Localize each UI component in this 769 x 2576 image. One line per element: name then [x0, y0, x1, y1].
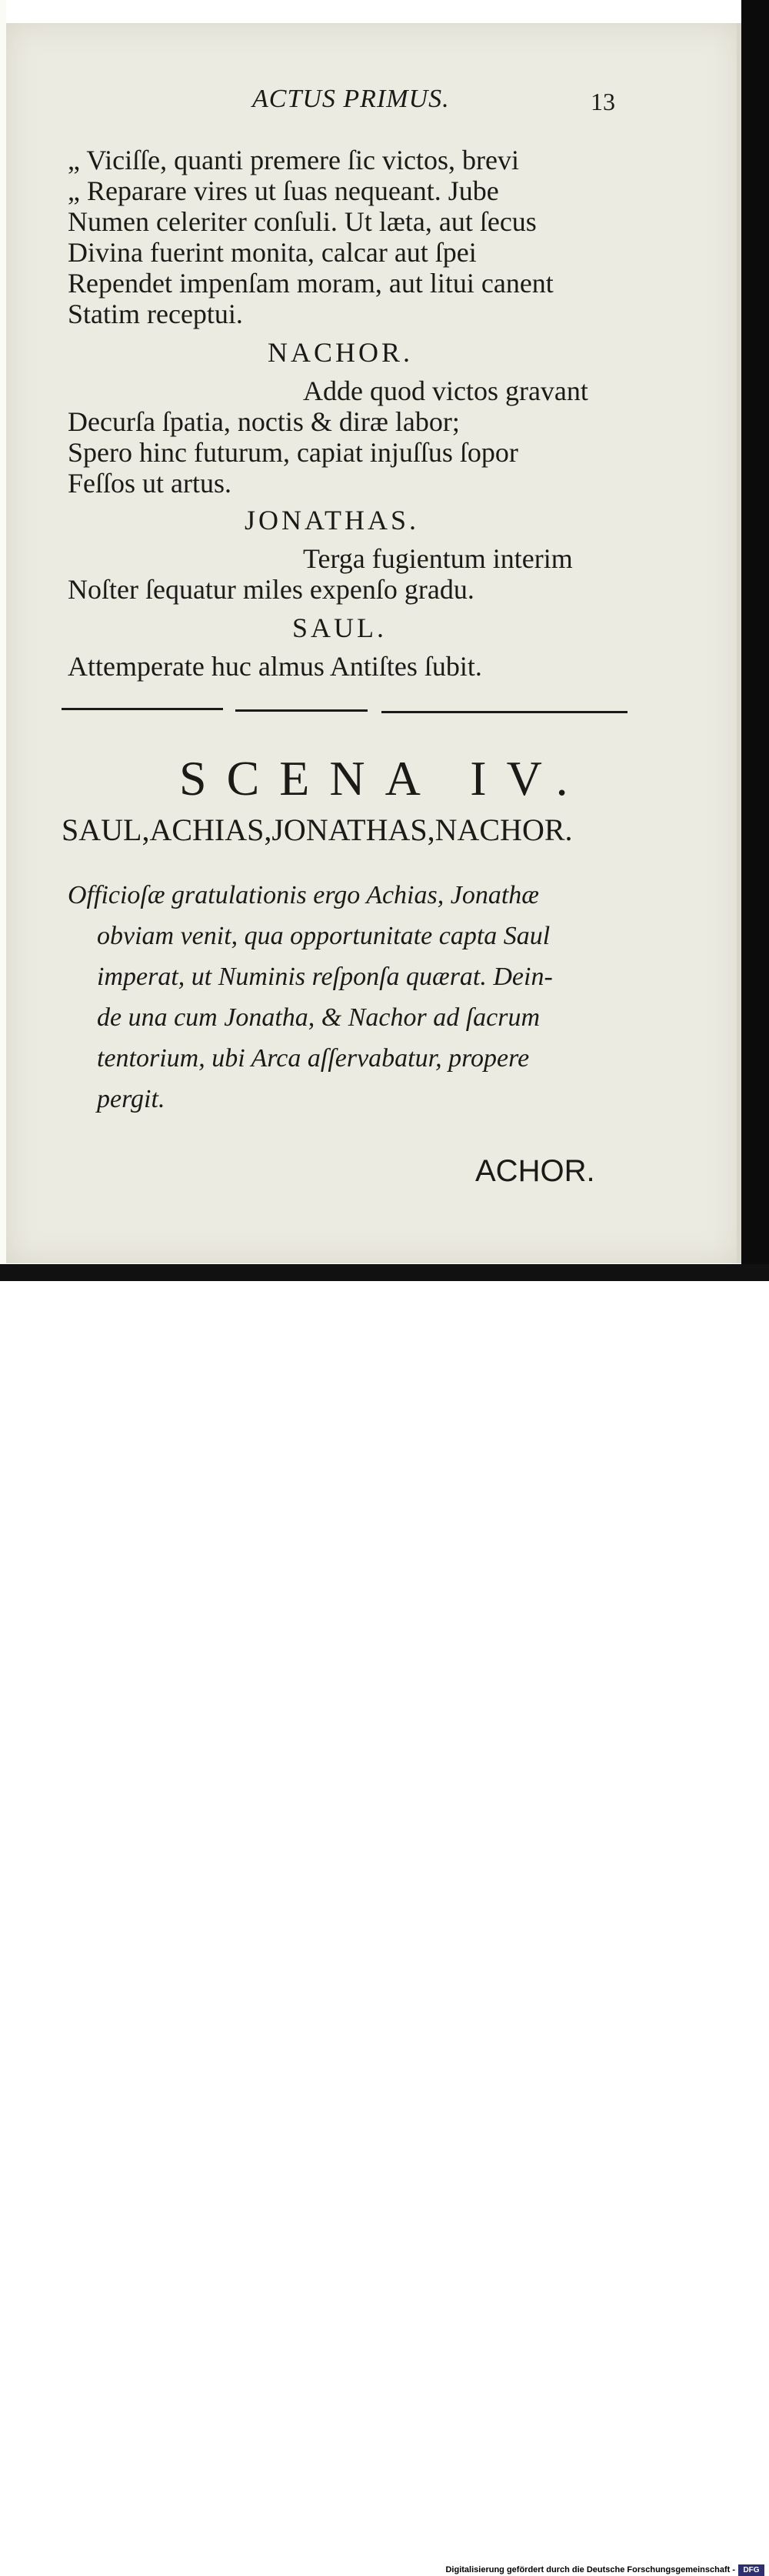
scan-background: [741, 0, 769, 1300]
argument-line: pergit.: [97, 1085, 165, 1113]
text-line: Feſſos ut artus.: [68, 468, 231, 499]
text-line: Numen celeriter conſuli. Ut læta, aut ſecus: [68, 206, 537, 237]
text-line: Attemperate huc almus Antiſtes ſubit.: [68, 651, 482, 682]
text-line: Statim receptui.: [68, 299, 243, 329]
argument-line: Officioſæ gratulationis ergo Achias, Jonathæ: [68, 881, 539, 909]
running-title: ACTUS PRIMUS.: [252, 85, 450, 113]
catchword: ACHOR.: [475, 1154, 595, 1188]
text-line: Divina fuerint monita, calcar aut ſpei: [68, 237, 477, 268]
speaker-saul: SAUL.: [292, 612, 388, 643]
text-line: „ Viciſſe, quanti premere ſic victos, brevi: [68, 145, 519, 175]
funding-note: Digitalisierung gefördert durch die Deutsche Forschungsgemeinschaft -: [445, 2565, 735, 2574]
scene-title: SCENA IV.: [179, 751, 588, 806]
divider-rule: [235, 709, 368, 712]
speaker-jonathas: JONATHAS.: [245, 505, 420, 536]
divider-rule: [62, 708, 223, 710]
text-line: Adde quod victos gravant: [303, 375, 588, 406]
text-line: Rependet impenſam moram, aut litui canent: [68, 268, 554, 299]
page-number: 13: [591, 88, 615, 115]
dfg-logo: DFG: [738, 2564, 764, 2576]
argument-line: obviam venit, qua opportunitate capta Saul: [97, 922, 551, 950]
text-line: Noſter ſequatur miles expenſo gradu.: [68, 574, 474, 605]
text-line: Decurſa ſpatia, noctis & diræ labor;: [68, 406, 460, 437]
text-line: „ Reparare vires ut ſuas nequeant. Jube: [68, 175, 499, 206]
argument-line: tentorium, ubi Arca aſſervabatur, propere: [97, 1044, 530, 1073]
speaker-nachor: NACHOR.: [268, 337, 414, 368]
text-line: Spero hinc futurum, capiat injuſſus ſopor: [68, 437, 518, 468]
text-line: Terga fugientum interim: [303, 543, 573, 574]
divider-rule: [381, 711, 628, 713]
scan-background-bottom: [0, 1264, 769, 1281]
book-page: [6, 23, 738, 1263]
argument-line: de una cum Jonatha, & Nachor ad ſacrum: [97, 1003, 541, 1032]
footer-strip: [0, 1281, 769, 2574]
left-margin: [0, 0, 6, 1270]
scene-cast: SAUL,ACHIAS,JONATHAS,NACHOR.: [62, 813, 573, 847]
page-text: [6, 23, 738, 1263]
argument-line: imperat, ut Numinis reſponſa quærat. Dein-: [97, 963, 553, 991]
